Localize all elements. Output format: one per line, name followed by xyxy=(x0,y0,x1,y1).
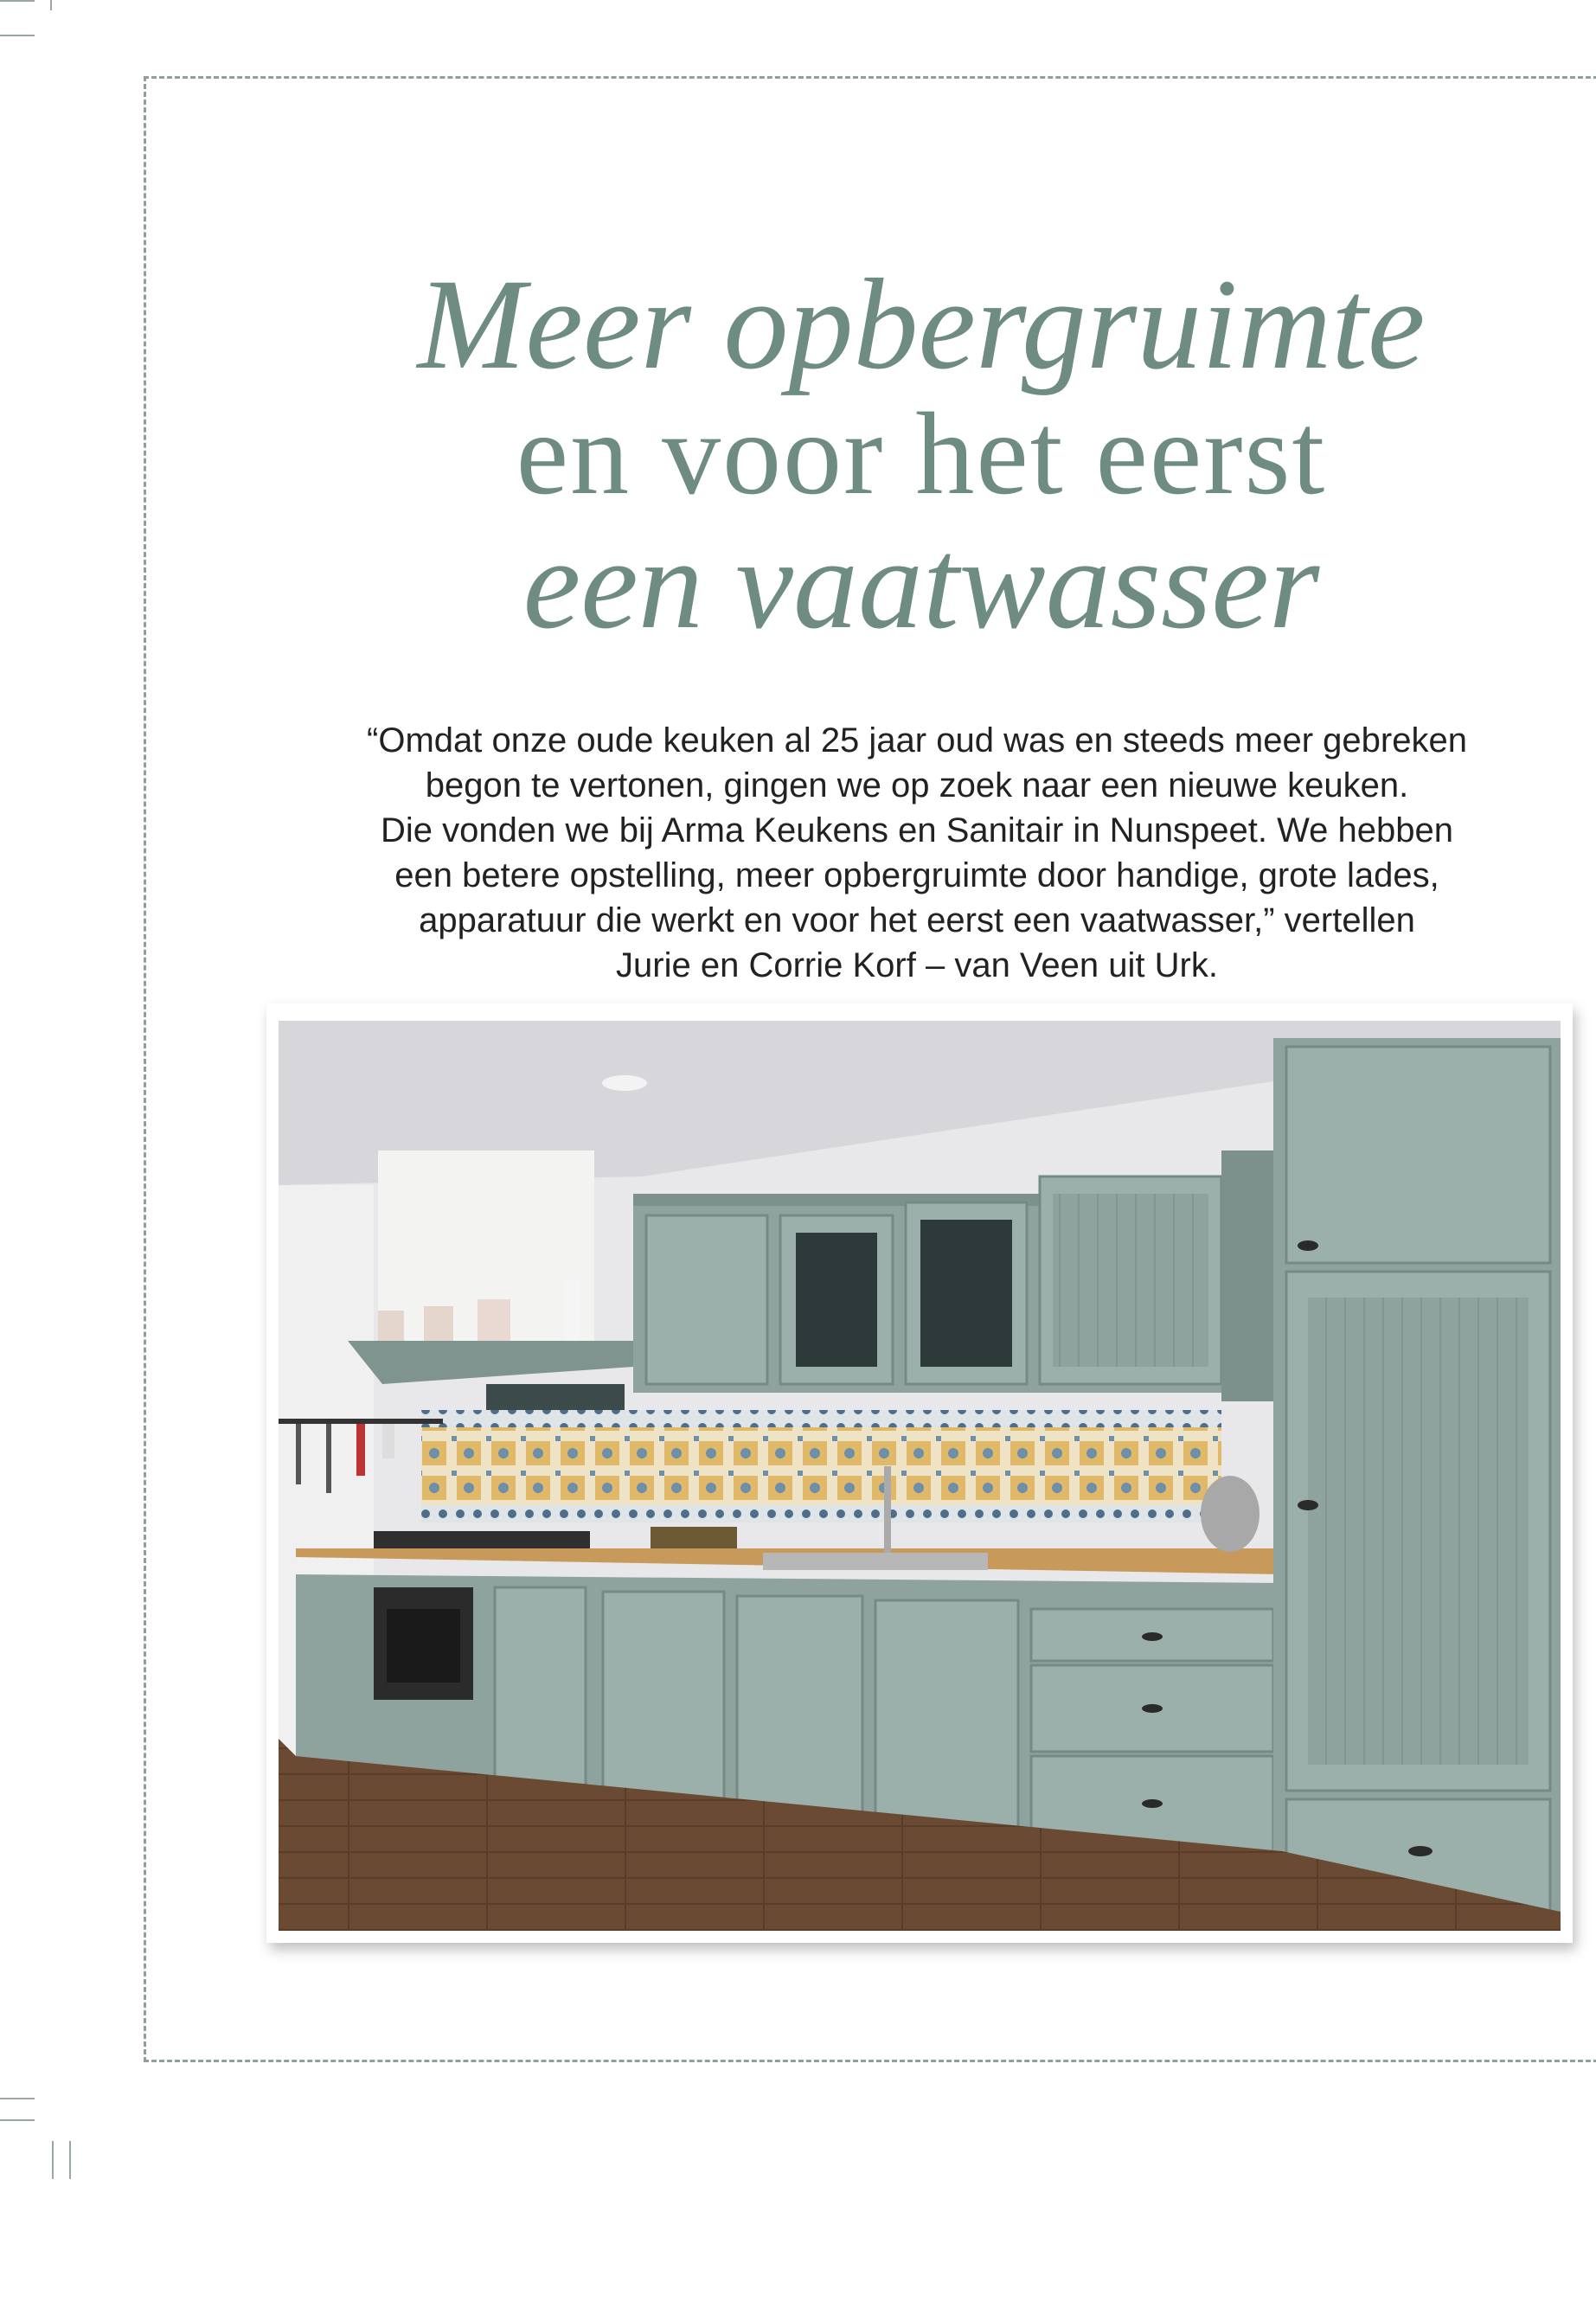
quote-line: “Omdat onze oude keuken al 25 jaar oud was en steeds meer gebreken xyxy=(367,721,1467,760)
jar xyxy=(378,1311,404,1341)
quote-line: begon te vertonen, gingen we op zoek naar een nieuwe keuken. xyxy=(425,766,1409,804)
glass-pane xyxy=(920,1220,1012,1367)
gas-hob xyxy=(374,1531,590,1548)
door-panel xyxy=(1308,1298,1529,1765)
drawer-handle xyxy=(1142,1632,1163,1641)
lower-drawer xyxy=(495,1587,586,1786)
tile-backsplash xyxy=(421,1427,1221,1505)
quote-line: Jurie en Corrie Korf – van Veen uit Urk. xyxy=(616,946,1218,984)
kitchen-illustration xyxy=(279,1021,1561,1931)
crop-mark-top xyxy=(0,35,35,36)
crop-mark-bottom xyxy=(69,2141,71,2179)
utensil xyxy=(296,1424,301,1484)
crop-mark-bottom xyxy=(52,2141,54,2179)
tray xyxy=(651,1527,737,1548)
kitchen-photo xyxy=(279,1021,1561,1931)
door-knob xyxy=(1298,1240,1318,1251)
drawer-handle xyxy=(1142,1799,1163,1808)
faucet xyxy=(884,1466,891,1553)
headline-line-2: en voor het eerst xyxy=(516,389,1327,519)
lower-door xyxy=(603,1592,724,1808)
quote-line: apparatuur die werkt en voor het eerst een vaatwasser,” vertellen xyxy=(419,901,1415,939)
crop-mark-top xyxy=(50,0,52,10)
ceiling-light xyxy=(602,1075,647,1091)
lower-door xyxy=(875,1600,1018,1834)
headline xyxy=(346,253,1497,656)
sink xyxy=(763,1553,988,1570)
utensil xyxy=(326,1424,331,1493)
upper-door xyxy=(646,1215,767,1384)
tall-cabinet-door xyxy=(1286,1047,1550,1263)
oven-window xyxy=(387,1609,460,1682)
tile-border xyxy=(421,1505,1221,1522)
kitchen-photo-frame xyxy=(266,1003,1573,1943)
utensil xyxy=(356,1424,365,1476)
jar xyxy=(424,1306,453,1341)
glass-pane xyxy=(796,1233,877,1367)
hood-vent xyxy=(486,1384,625,1412)
crop-mark-bottom xyxy=(0,2098,35,2099)
quote-line: een betere opstelling, meer opbergruimte door handige, grote lades, xyxy=(394,856,1439,894)
cabinet-side xyxy=(1221,1150,1273,1401)
utensil-rail xyxy=(279,1419,443,1424)
crop-mark-bottom xyxy=(0,2119,35,2121)
door-panel xyxy=(1053,1194,1208,1367)
jar xyxy=(478,1299,510,1341)
utensil xyxy=(382,1424,394,1458)
crop-mark-top xyxy=(0,0,35,2)
kettle xyxy=(1201,1476,1259,1552)
drawer-handle xyxy=(1142,1704,1163,1713)
door-knob xyxy=(1298,1500,1318,1510)
headline-line-1: Meer opbergruimte xyxy=(417,253,1426,396)
headline-line-3: een vaatwasser xyxy=(522,512,1320,656)
quote-paragraph xyxy=(277,718,1557,988)
tile-border xyxy=(421,1410,1221,1427)
lower-door xyxy=(737,1596,862,1825)
bottle xyxy=(564,1280,580,1341)
drawer-handle xyxy=(1408,1846,1433,1856)
quote-line: Die vonden we bij Arma Keukens en Sanitair in Nunspeet. We hebben xyxy=(380,811,1454,849)
